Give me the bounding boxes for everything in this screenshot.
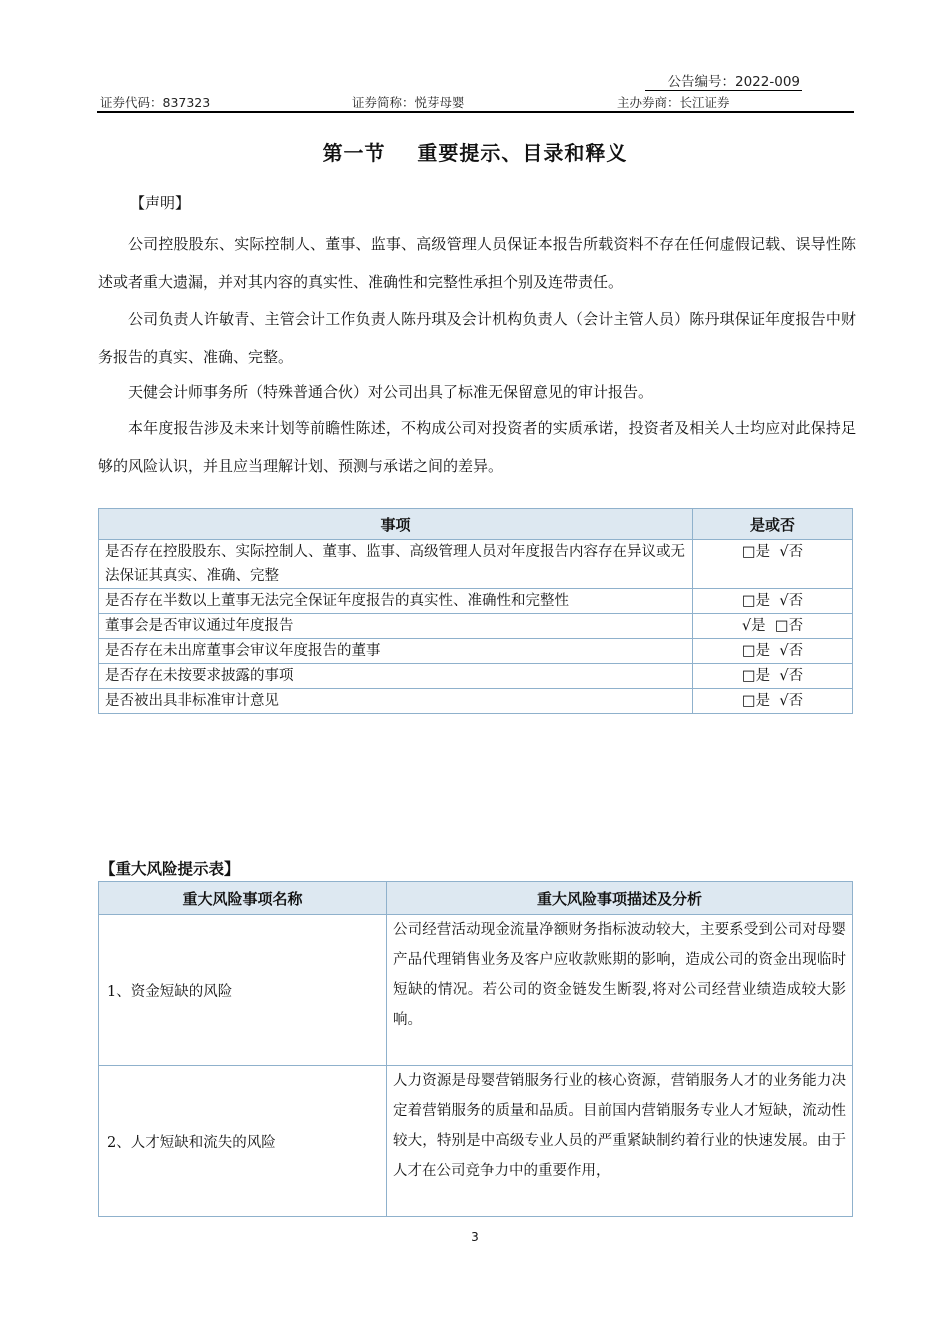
yes-no-answer: □是 √否	[693, 639, 853, 664]
table-header-row	[99, 882, 853, 915]
yes-no-answer: √是 □否	[693, 614, 853, 639]
table-row	[99, 639, 853, 664]
table-row	[99, 915, 853, 1066]
paragraph-text: 公司负责人许敏青、主管会计工作负责人陈丹琪及会计机构负责人（会计主管人员）陈丹琪保证年度报告中财务报告的真实、准确、完整。	[98, 310, 856, 366]
table-header-row	[99, 509, 853, 540]
yes-no-answer: □是 √否	[693, 664, 853, 689]
item-text: 是否被出具非标准审计意见	[99, 689, 693, 714]
stock-code: 证券代码：837323	[100, 95, 211, 110]
confirmation-table	[98, 508, 853, 714]
paragraph-text: 本年度报告涉及未来计划等前瞻性陈述，不构成公司对投资者的实质承诺，投资者及相关人士均应对此保持足够的风险认识，并且应当理解计划、预测与承诺之间的差异。	[98, 419, 856, 475]
table-row	[99, 664, 853, 689]
table-row	[99, 589, 853, 614]
yes-no-answer: □是 √否	[693, 540, 853, 589]
header-item: 事项	[99, 509, 693, 540]
risk-table	[98, 881, 853, 1217]
notice-underline	[645, 90, 802, 91]
yes-no-answer: □是 √否	[693, 689, 853, 714]
table-row	[99, 614, 853, 639]
item-text: 是否存在控股股东、实际控制人、董事、监事、高级管理人员对年度报告内容存在异议或无法保证其真实、准确、完整	[99, 540, 693, 589]
header-risk-name: 重大风险事项名称	[99, 882, 387, 915]
declaration-paragraph	[98, 373, 856, 411]
table-row	[99, 689, 853, 714]
declaration-paragraph	[98, 409, 856, 485]
yes-no-answer: □是 √否	[693, 589, 853, 614]
table-row	[99, 1066, 853, 1217]
declaration-paragraph	[98, 225, 856, 301]
header-yes-no: 是或否	[693, 509, 853, 540]
item-text: 董事会是否审议通过年度报告	[99, 614, 693, 639]
page-number: 3	[471, 1230, 479, 1244]
paragraph-text: 公司控股股东、实际控制人、董事、监事、高级管理人员保证本报告所载资料不存在任何虚假记载、误导性陈述或者重大遗漏，并对其内容的真实性、准确性和完整性承担个别及连带责任。	[98, 235, 856, 291]
risk-name: 2、人才短缺和流失的风险	[99, 1066, 387, 1217]
stock-abbreviation: 证券简称：悦芽母婴	[352, 95, 465, 110]
table-row	[99, 540, 853, 589]
notice-number: 公告编号：2022-009	[667, 74, 800, 90]
declaration-heading: 【声明】	[130, 194, 191, 212]
risk-description: 公司经营活动现金流量净额财务指标波动较大，主要系受到公司对母婴产品代理销售业务及客户应收款账期的影响，造成公司的资金出现临时短缺的情况。若公司的资金链发生断裂,将对公司经营业绩造成较大影响。	[387, 915, 853, 1066]
item-text: 是否存在未按要求披露的事项	[99, 664, 693, 689]
header-risk-description: 重大风险事项描述及分析	[387, 882, 853, 915]
risk-description: 人力资源是母婴营销服务行业的核心资源，营销服务人才的业务能力决定着营销服务的质量和品质。目前国内营销服务专业人才短缺，流动性较大，特别是中高级专业人员的严重紧缺制约着行业的快速发展。由于人才在公司竞争力中的重要作用，	[387, 1066, 853, 1217]
risk-table-heading: 【重大风险提示表】	[100, 860, 240, 878]
risk-name: 1、资金短缺的风险	[99, 915, 387, 1066]
item-text: 是否存在半数以上董事无法完全保证年度报告的真实性、准确性和完整性	[99, 589, 693, 614]
sponsor-broker: 主办券商：长江证券	[617, 95, 730, 110]
paragraph-text: 天健会计师事务所（特殊普通合伙）对公司出具了标准无保留意见的审计报告。	[128, 383, 654, 401]
header-divider	[97, 111, 854, 113]
declaration-paragraph	[98, 300, 856, 376]
section-title: 第一节 重要提示、目录和释义	[322, 141, 628, 165]
item-text: 是否存在未出席董事会审议年度报告的董事	[99, 639, 693, 664]
